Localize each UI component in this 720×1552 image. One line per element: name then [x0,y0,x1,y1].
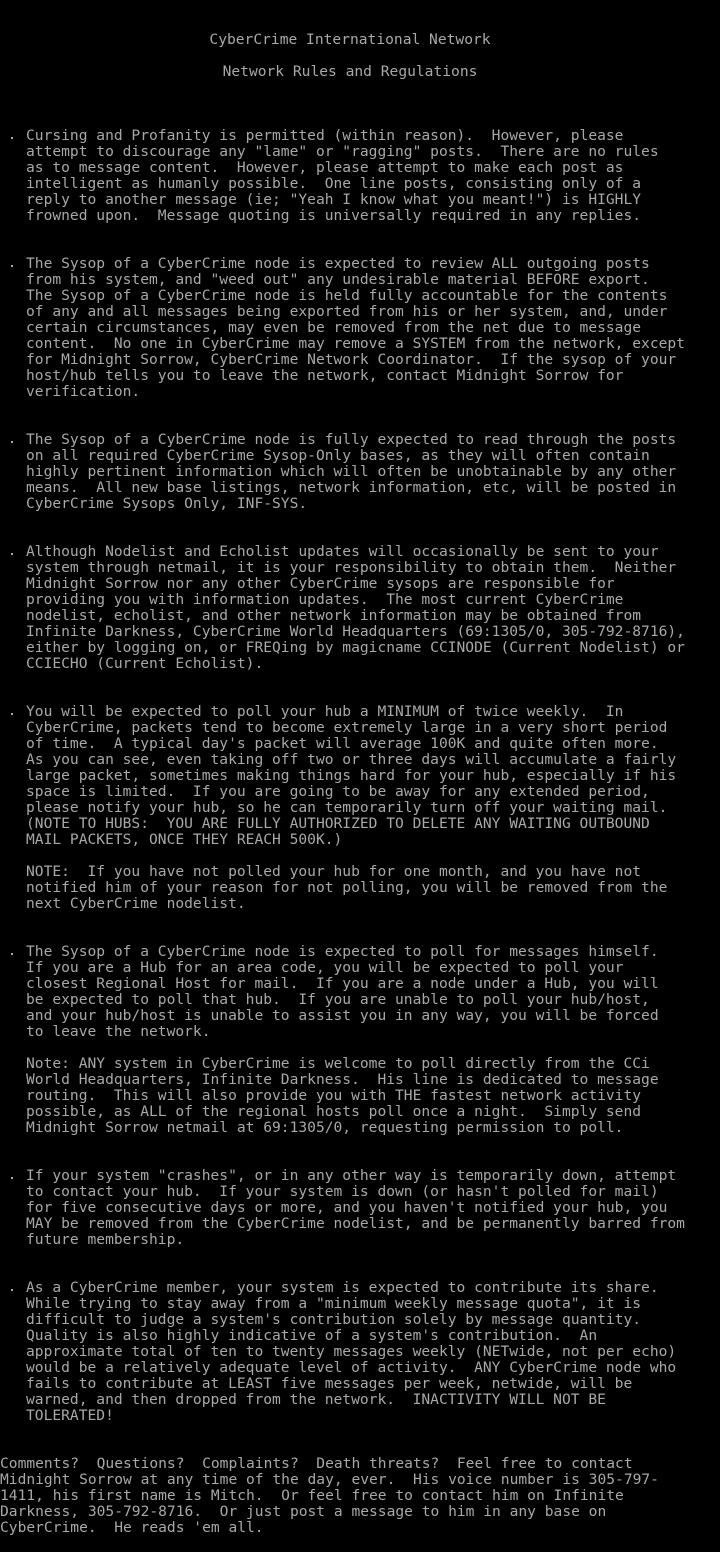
bullet-icon [8,704,17,720]
rule-line: providing you with information updates. The most current CyberCrime [26,591,624,608]
rule-line: content. No one in CyberCrime may remove a SYSTEM from the network, except [26,335,685,352]
rule-line: Midnight Sorrow nor any other CyberCrime sysops are responsible for [26,575,615,592]
footer-line: CyberCrime. He reads 'em all. [0,1519,264,1536]
rule-line: Infinite Darkness, CyberCrime World Headquarters (69:1305/0, 305-792-8716), [26,623,685,640]
rule-line: If you are a Hub for an area code, you will be expected to poll your [26,959,624,976]
bullet-icon [8,1168,17,1184]
rule-line: future membership. [26,1231,185,1248]
rule-line: from his system, and "weed out" any undesirable material BEFORE export. [26,271,650,288]
bullet-icon [8,544,17,560]
bullet-icon [8,432,17,448]
rule-line: space is limited. If you are going to be away for any extended period, [26,783,650,800]
rule-line: highly pertinent information which will often be unobtainable by any other [26,463,677,480]
rule-line: CCIECHO (Current Echolist). [26,655,264,672]
rule-line: be expected to poll that hub. If you are unable to poll your hub/host, [26,991,650,1008]
rule-line: Note: ANY system in CyberCrime is welcome to poll directly from the CCi [26,1055,650,1072]
footer-line: 1411, his first name is Mitch. Or feel free to contact him on Infinite [0,1487,624,1504]
rule-line: reply to another message (ie; "Yeah I know what you meant!") is HIGHLY [26,191,642,208]
rule-line: As you can see, even taking off two or three days will accumulate a fairly [26,751,677,768]
rule-line: on all required CyberCrime Sysop-Only bases, as they will often contain [26,447,650,464]
rule-line: please notify your hub, so he can temporarily turn off your waiting mail. [26,799,668,816]
rule-line: system through netmail, it is your responsibility to obtain them. Neither [26,559,677,576]
rule-line: TOLERATED! [26,1407,114,1424]
rule-line: next CyberCrime nodelist. [26,895,246,912]
rule-line: either by logging on, or FREQing by magicname CCINODE (Current Nodelist) or [26,639,685,656]
rule-line: for Midnight Sorrow, CyberCrime Network Coordinator. If the sysop of your [26,351,677,368]
rule-line: Quality is also highly indicative of a system's contribution. An [26,1327,598,1344]
rule-line: Although Nodelist and Echolist updates will occasionally be sent to your [26,543,659,560]
rule-line: While trying to stay away from a "minimum weekly message quota", it is [26,1295,642,1312]
rule-line: large packet, sometimes making things hard for your hub, especially if his [26,767,677,784]
rule-line: to leave the network. [26,1023,211,1040]
rule-line: MAIL PACKETS, ONCE THEY REACH 500K.) [26,831,343,848]
rule-line: CyberCrime Sysops Only, INF-SYS. [26,495,308,512]
bullet-icon [8,1280,17,1296]
rule-line: approximate total of ten to twenty messages weekly (NETwide, not per echo) [26,1343,677,1360]
rule-line: means. All new base listings, network information, etc, will be posted in [26,479,677,496]
rule-line: difficult to judge a system's contribution solely by message quantity. [26,1311,642,1328]
rule-line: The Sysop of a CyberCrime node is fully expected to read through the posts [26,431,677,448]
footer-line: Midnight Sorrow at any time of the day, ever. His voice number is 305-797- [0,1471,659,1488]
rule-line: and your hub/host is unable to assist you in any way, you will be forced [26,1007,659,1024]
rule-line: possible, as ALL of the regional hosts poll once a night. Simply send [26,1103,642,1120]
rule-line: routing. This will also provide you with THE fastest network activity [26,1087,642,1104]
rule-line: intelligent as humanly possible. One line posts, consisting only of a [26,175,642,192]
rule-line: attempt to discourage any "lame" or "ragging" posts. There are no rules [26,143,659,160]
rule-line: The Sysop of a CyberCrime node is expected to poll for messages himself. [26,943,659,960]
bullet-icon [8,944,17,960]
rule-line: The Sysop of a CyberCrime node is expected to review ALL outgoing posts [26,255,650,272]
footer-line: Comments? Questions? Complaints? Death threats? Feel free to contact [0,1455,633,1472]
rule-line: notified him of your reason for not polling, you will be removed from the [26,879,668,896]
rule-line: closest Regional Host for mail. If you are a node under a Hub, you will [26,975,659,992]
page-subtitle: Network Rules and Regulations [222,63,478,80]
rule-line: for five consecutive days or more, and you haven't notified your hub, you [26,1199,668,1216]
rule-line: nodelist, echolist, and other network information may be obtained from [26,607,642,624]
rule-line: You will be expected to poll your hub a MINIMUM of twice weekly. In [26,703,624,720]
rule-line: to contact your hub. If your system is down (or hasn't polled for mail) [26,1183,659,1200]
rule-line: NOTE: If you have not polled your hub for one month, and you have not [26,863,642,880]
footer-line: Darkness, 305-792-8716. Or just post a message to him in any base on [0,1503,607,1520]
bullet-icon [8,256,17,272]
rule-line: verification. [26,383,141,400]
rule-line: Midnight Sorrow netmail at 69:1305/0, requesting permission to poll. [26,1119,624,1136]
rule-line: (NOTE TO HUBS: YOU ARE FULLY AUTHORIZED TO DELETE ANY WAITING OUTBOUND [26,815,650,832]
rule-line: certain circumstances, may even be removed from the net due to message [26,319,642,336]
page-title: CyberCrime International Network [209,31,491,48]
rule-line: of any and all messages being exported from his or her system, and, under [26,303,668,320]
rule-line: as to message content. However, please attempt to make each post as [26,159,624,176]
rule-line: of time. A typical day's packet will average 100K and quite often more. [26,735,659,752]
rule-line: MAY be removed from the CyberCrime nodelist, and be permanently barred from [26,1215,685,1232]
rule-line: would be a relatively adequate level of activity. ANY CyberCrime node who [26,1359,677,1376]
rule-line: The Sysop of a CyberCrime node is held fully accountable for the contents [26,287,668,304]
bullet-icon [8,128,17,144]
rule-line: frowned upon. Message quoting is universally required in any replies. [26,207,642,224]
rule-line: host/hub tells you to leave the network, contact Midnight Sorrow for [26,367,624,384]
rule-line: As a CyberCrime member, your system is expected to contribute its share. [26,1279,659,1296]
rule-line: World Headquarters, Infinite Darkness. His line is dedicated to message [26,1071,659,1088]
rule-line: fails to contribute at LEAST five messages per week, netwide, will be [26,1375,633,1392]
rule-line: warned, and then dropped from the network. INACTIVITY WILL NOT BE [26,1391,606,1408]
rule-line: Cursing and Profanity is permitted (within reason). However, please [26,127,624,144]
rule-line: If your system "crashes", or in any other way is temporarily down, attempt [26,1167,677,1184]
rule-line: CyberCrime, packets tend to become extremely large in a very short period [26,719,668,736]
